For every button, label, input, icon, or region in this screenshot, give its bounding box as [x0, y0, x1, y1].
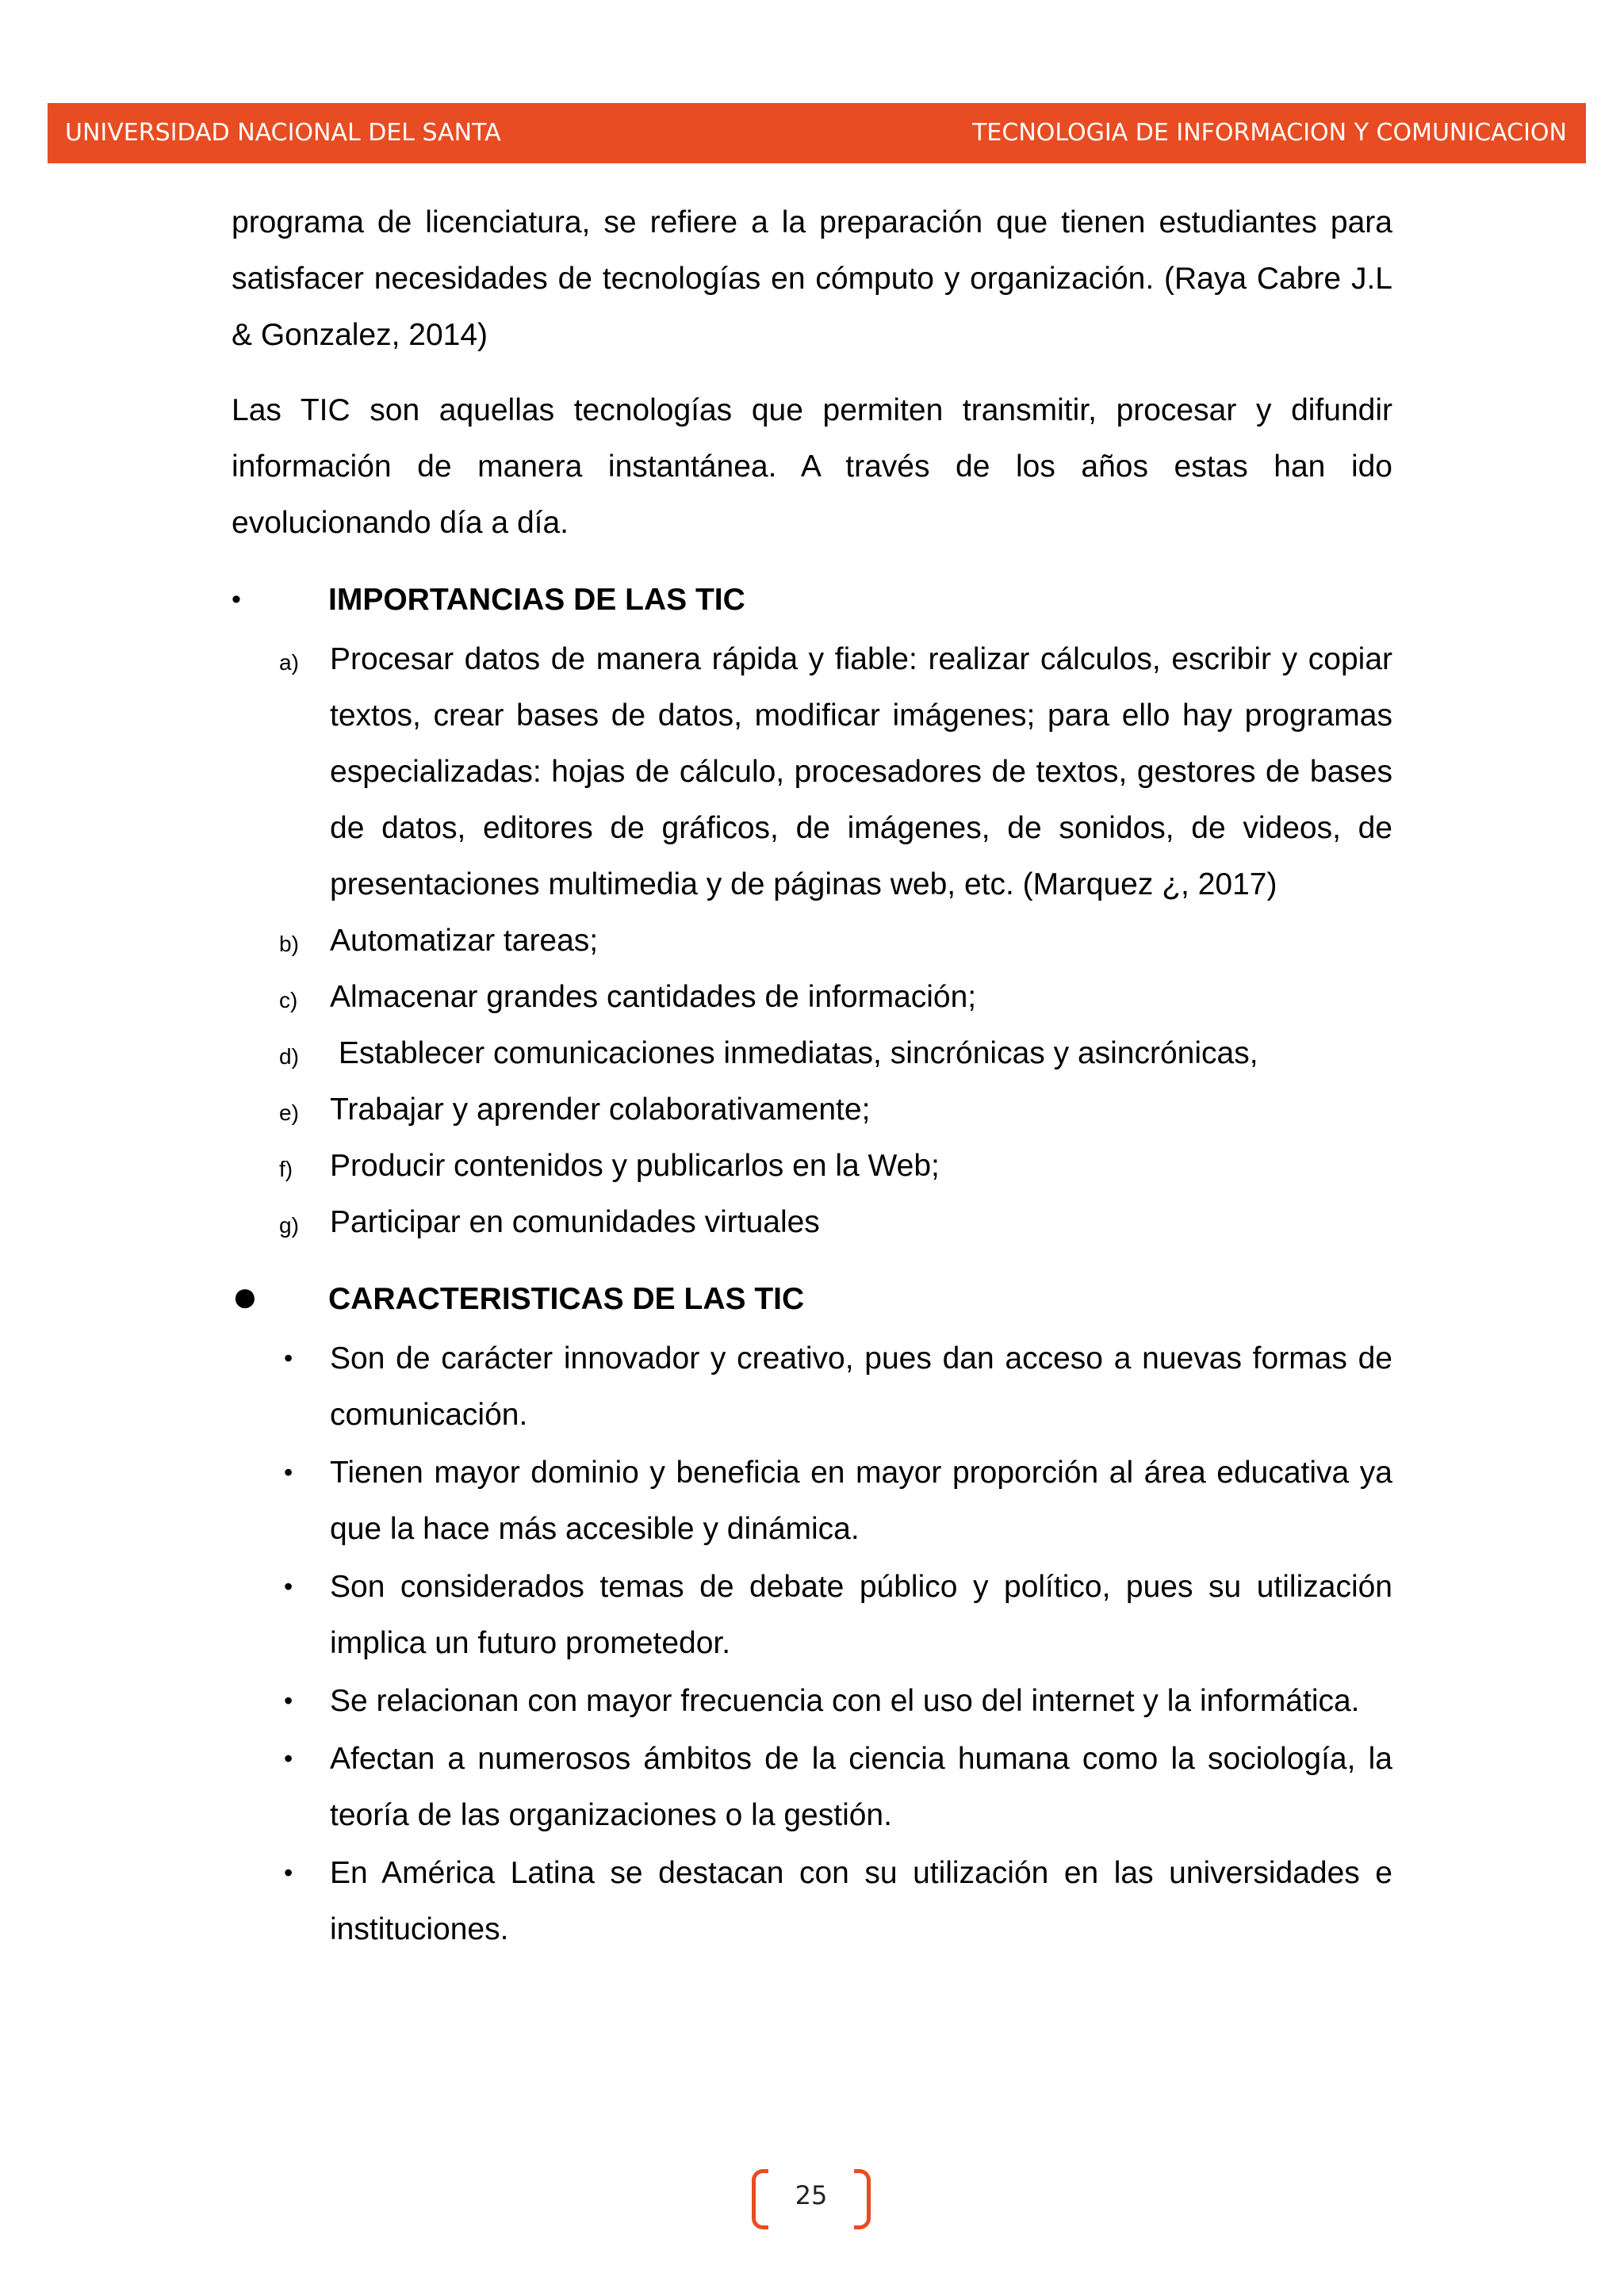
right-bracket-decoration	[854, 2169, 871, 2229]
list-marker: •	[284, 1572, 293, 1601]
list-item	[232, 1731, 1392, 1843]
list-marker: f)	[279, 1157, 293, 1181]
list-item-text: Afectan a numerosos ámbitos de la ciencia humana como la sociología, la teoría de las organizaciones o la gestión.	[330, 1742, 1392, 1832]
list-item-text: Son de carácter innovador y creativo, pues dan acceso a nuevas formas de comunicación.	[330, 1341, 1392, 1432]
list-item-text: Participar en comunidades virtuales	[330, 1205, 820, 1239]
list-item	[232, 1081, 1392, 1138]
page-number: 25	[795, 2180, 828, 2210]
section-heading-caracteristicas	[232, 1271, 1392, 1327]
page-number-badge	[752, 2169, 871, 2226]
list-item-text: Procesar datos de manera rápida y fiable: realizar cálculos, escribir y copiar textos, crear bases de datos, modificar imágenes; para ello hay programas especializadas: hojas de cálculo, procesadores de textos, gestores de bases de datos, editores de gráficos, de imágenes, de sonidos, de videos, de presentaciones multimedia y de páginas web, etc. (Marquez ¿, 2017)	[330, 642, 1392, 901]
list-item-text: Trabajar y aprender colaborativamente;	[330, 1093, 871, 1127]
list-item	[232, 1330, 1392, 1443]
section-bullet: ●	[232, 1271, 259, 1321]
importancias-list	[232, 631, 1392, 1250]
list-item	[232, 1559, 1392, 1671]
list-item-text: Establecer comunicaciones inmediatas, sincrónicas y asincrónicas,	[330, 1036, 1258, 1070]
header-course-title: TECNOLOGIA DE INFORMACION Y COMUNICACION	[972, 119, 1567, 147]
paragraph-tic-definition: Las TIC son aquellas tecnologías que permiten transmitir, procesar y difundir información de manera instantánea. A través de los años estas han ido evolucionando día a día.	[232, 393, 1392, 540]
list-marker: e)	[279, 1100, 299, 1125]
list-marker: •	[284, 1858, 293, 1887]
list-item	[232, 969, 1392, 1025]
section-heading-importancias	[232, 572, 1392, 628]
list-item-text: Almacenar grandes cantidades de información;	[330, 980, 977, 1014]
list-item	[232, 1138, 1392, 1194]
list-marker: g)	[279, 1213, 299, 1238]
list-item-text: Producir contenidos y publicarlos en la Web;	[330, 1149, 940, 1183]
list-marker: d)	[279, 1044, 299, 1069]
section-bullet: •	[232, 584, 241, 614]
list-item-text: Tienen mayor dominio y beneficia en mayor proporción al área educativa ya que la hace más accesible y dinámica.	[330, 1456, 1392, 1546]
list-item	[232, 1194, 1392, 1250]
caracteristicas-list	[232, 1330, 1392, 1957]
page-content	[232, 194, 1392, 1959]
list-item	[232, 1445, 1392, 1557]
list-item-text: Automatizar tareas;	[330, 924, 599, 958]
list-item	[232, 1845, 1392, 1957]
list-marker: •	[284, 1686, 293, 1715]
list-item	[232, 631, 1392, 913]
list-marker: b)	[279, 932, 299, 956]
list-marker: •	[284, 1458, 293, 1487]
list-item-text: Se relacionan con mayor frecuencia con el uso del internet y la informática.	[330, 1684, 1360, 1718]
header-university: UNIVERSIDAD NACIONAL DEL SANTA	[65, 119, 501, 147]
list-marker: •	[284, 1344, 293, 1372]
section-title: IMPORTANCIAS DE LAS TIC	[328, 583, 745, 617]
paragraph-licenciatura: programa de licenciatura, se refiere a la preparación que tienen estudiantes para satisfacer necesidades de tecnologías en cómputo y organización. (Raya Cabre J.L & Gonzalez, 2014)	[232, 205, 1392, 352]
list-marker: a)	[279, 650, 299, 675]
list-item-text: En América Latina se destacan con su utilización en las universidades e instituciones.	[330, 1856, 1392, 1946]
page-header-bar	[48, 103, 1586, 163]
list-marker: c)	[279, 988, 298, 1012]
list-item	[232, 913, 1392, 969]
list-item	[232, 1025, 1392, 1081]
list-item	[232, 1673, 1392, 1729]
list-marker: •	[284, 1744, 293, 1773]
list-item-text: Son considerados temas de debate público y político, pues su utilización implica un futuro prometedor.	[330, 1570, 1392, 1660]
section-title: CARACTERISTICAS DE LAS TIC	[328, 1282, 805, 1316]
